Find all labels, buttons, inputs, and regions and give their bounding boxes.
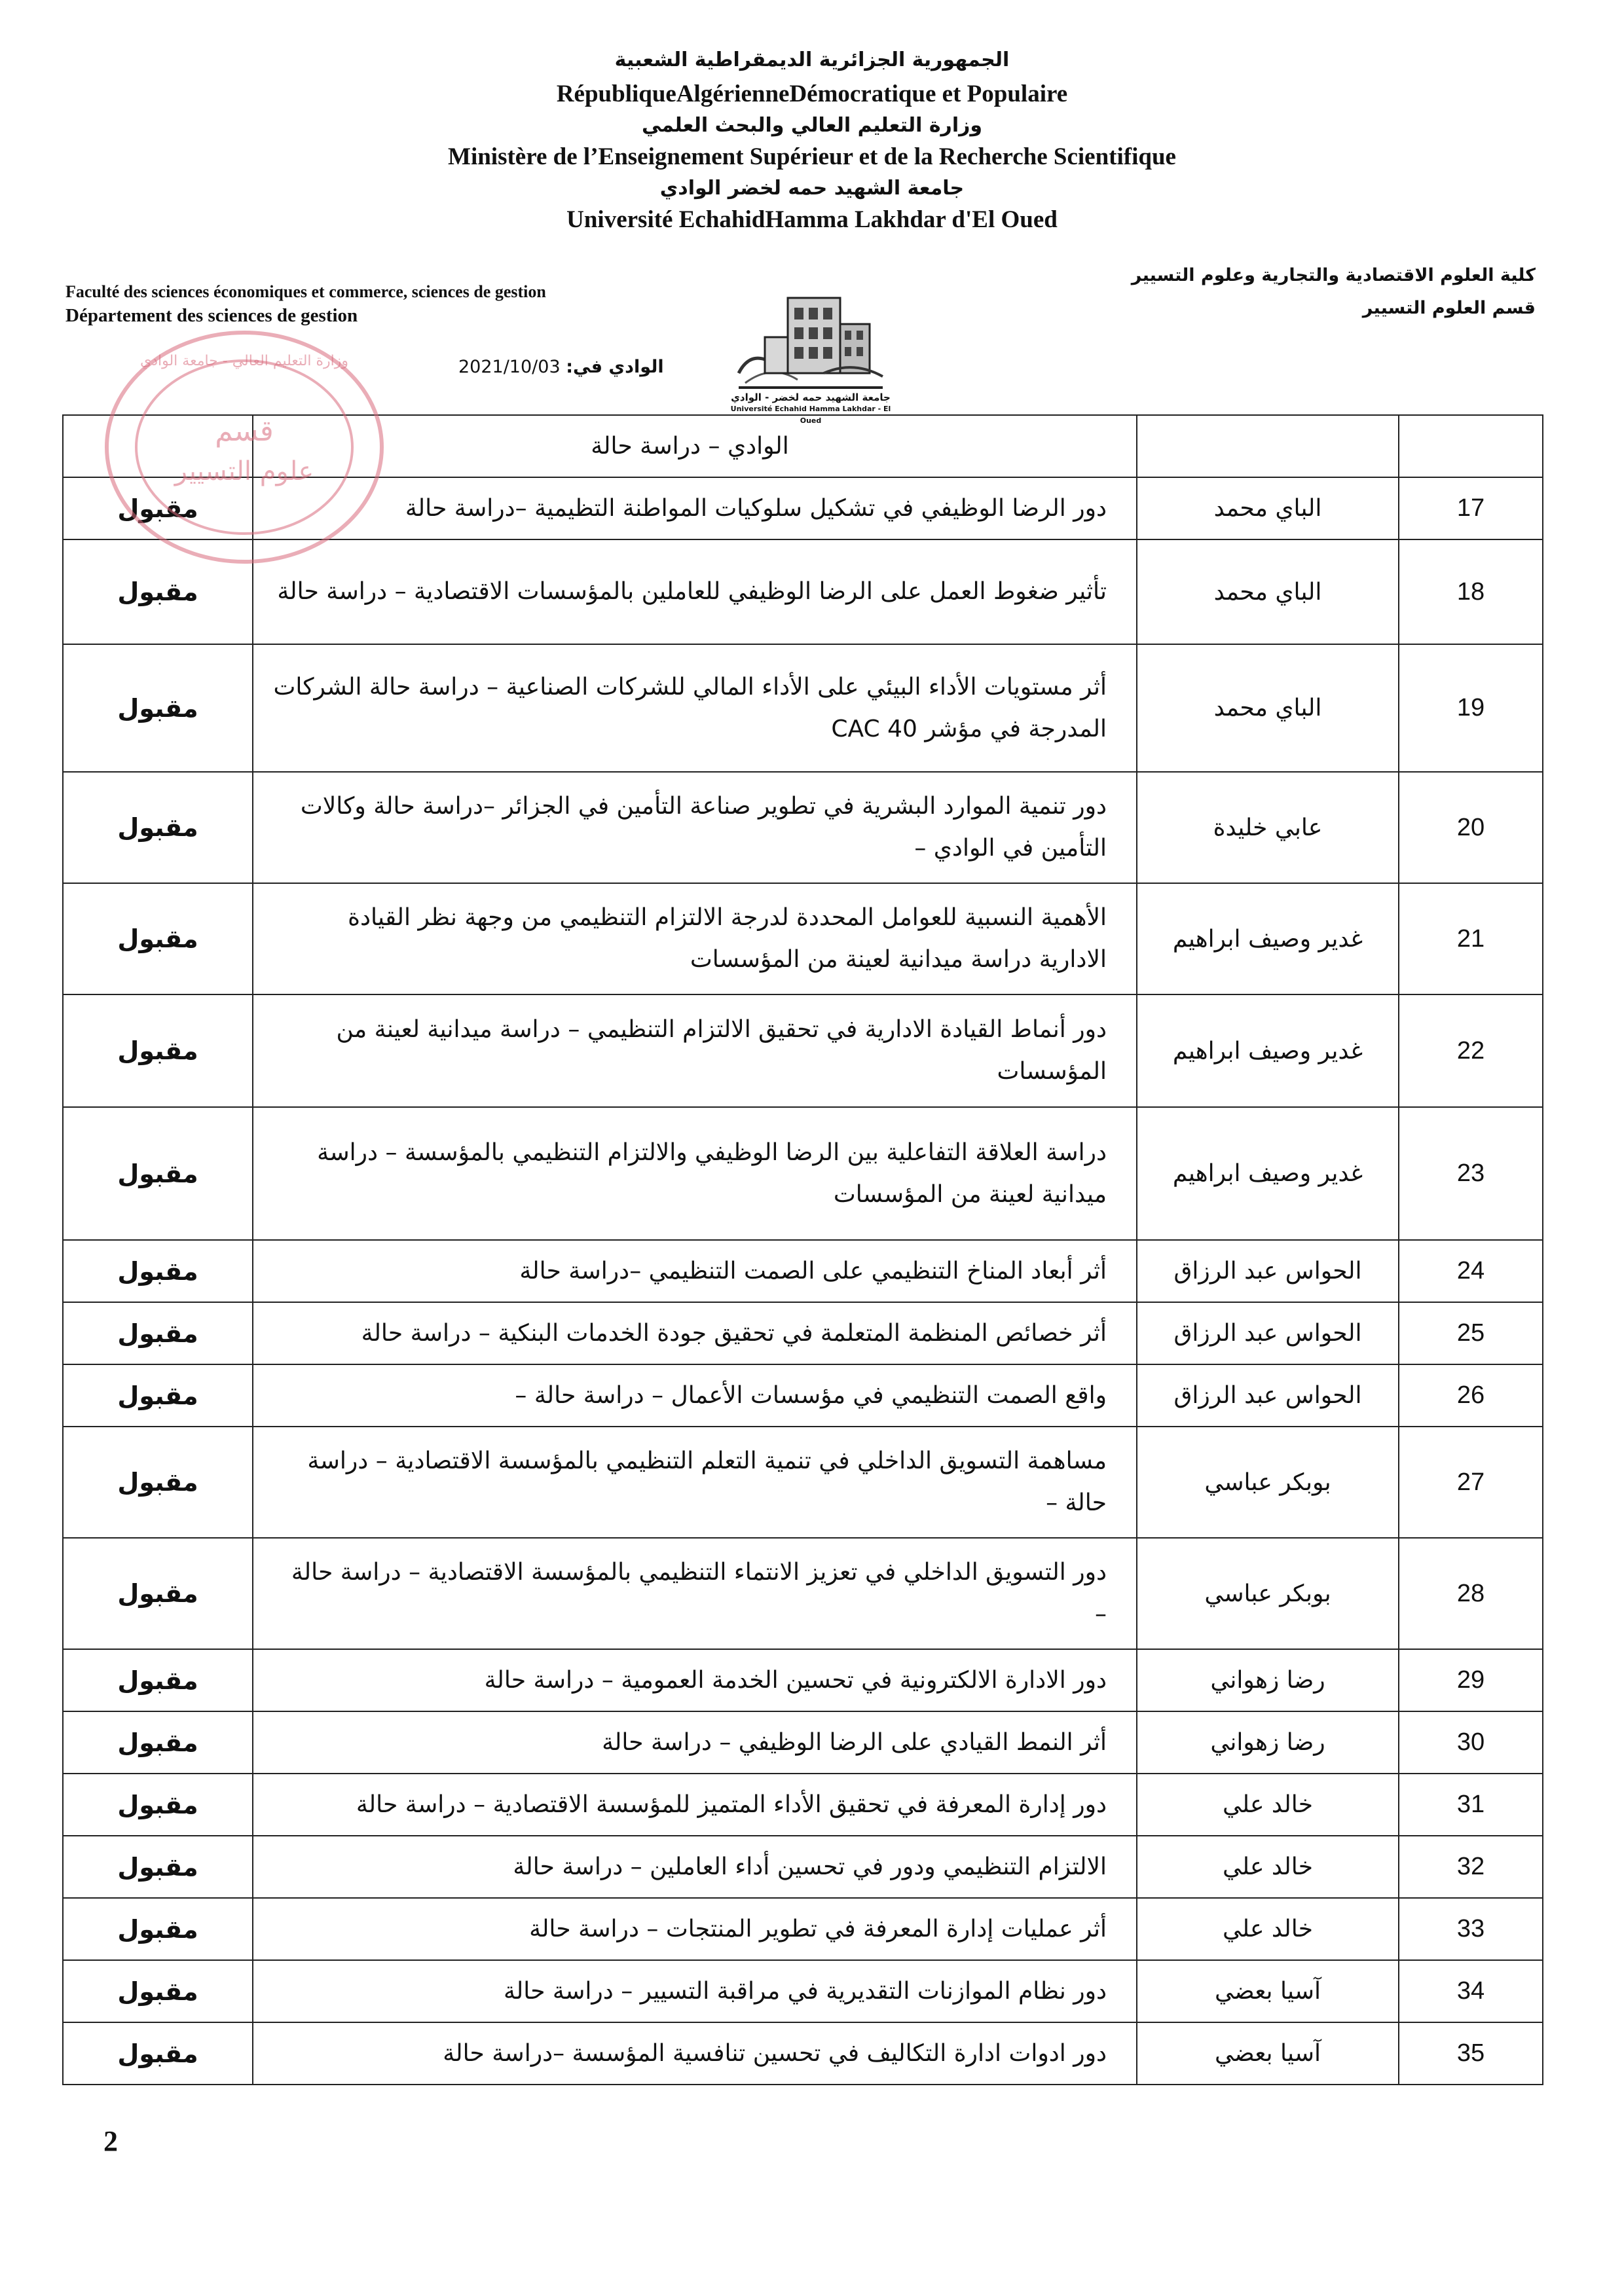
table-row: [63, 1711, 1543, 1774]
name-cell: غدير وصيف ابراهيم: [1137, 1107, 1399, 1240]
table-row: [63, 1960, 1543, 2022]
status-cell: مقبول: [63, 1427, 253, 1538]
table-row: [63, 994, 1543, 1107]
faculty-name-fr: Faculté des sciences économiques et commerce, sciences de gestion: [65, 282, 546, 301]
status-cell: مقبول: [63, 994, 253, 1107]
stamp-line-1: قسم: [215, 414, 274, 448]
title-cell: واقع الصمت التنظيمي في مؤسسات الأعمال – دراسة حالة –: [253, 1364, 1137, 1427]
title-cell: دور تنمية الموارد البشرية في تطوير صناعة التأمين في الجزائر –دراسة حالة وكالات التأمين في الوادي –: [253, 772, 1137, 883]
table-row: [63, 1774, 1543, 1836]
republic-title-fr: RépubliqueAlgérienneDémocratique et Populaire: [556, 81, 1068, 107]
name-cell: رضا زهواني: [1137, 1649, 1399, 1711]
title-cell: دور نظام الموازنات التقديرية في مراقبة التسيير – دراسة حالة: [253, 1960, 1137, 2022]
table-row: [63, 1427, 1543, 1538]
number-cell: 21: [1399, 883, 1543, 994]
date-label: الوادي في:: [566, 357, 664, 377]
name-cell: الحواس عبد الرزاق: [1137, 1240, 1399, 1302]
logo-caption-ar: جامعة الشهيد حمه لخضر - الوادي: [731, 392, 891, 403]
table-row: [63, 644, 1543, 772]
title-cell: تأثير ضغوط العمل على الرضا الوظيفي للعاملين بالمؤسسات الاقتصادية – دراسة حالة: [253, 539, 1137, 644]
number-cell: 24: [1399, 1240, 1543, 1302]
name-cell: الباي محمد: [1137, 644, 1399, 772]
department-stamp: [97, 319, 405, 575]
projects-table-body: [63, 415, 1543, 2085]
name-cell: غدير وصيف ابراهيم: [1137, 994, 1399, 1107]
logo-caption-fr: Université Echahid Hamma Lakhdar - El Oued: [730, 405, 891, 425]
status-cell: مقبول: [63, 477, 253, 539]
number-cell: 25: [1399, 1302, 1543, 1364]
ministry-title-ar: وزارة التعليم العالي والبحث العلمي: [641, 114, 983, 137]
number-cell: 29: [1399, 1649, 1543, 1711]
title-cell: الالتزام التنظيمي ودور في تحسين أداء العاملين – دراسة حالة: [253, 1836, 1137, 1898]
projects-table: [62, 414, 1543, 2085]
name-cell: آسيا بعضي: [1137, 1960, 1399, 2022]
table-row: [63, 1649, 1543, 1711]
status-cell: مقبول: [63, 1302, 253, 1364]
status-cell: مقبول: [63, 1649, 253, 1711]
table-row: [63, 772, 1543, 883]
table-row: [63, 1538, 1543, 1649]
number-cell: 20: [1399, 772, 1543, 883]
ministry-title-fr: Ministère de l’Enseignement Supérieur et de la Recherche Scientifique: [448, 143, 1176, 170]
table-row: [63, 2022, 1543, 2085]
number-cell: 35: [1399, 2022, 1543, 2085]
title-cell: دور ادوات ادارة التكاليف في تحسين تنافسية المؤسسة –دراسة حالة: [253, 2022, 1137, 2085]
table-row: [63, 1364, 1543, 1427]
stamp-line-2: علوم التسيير: [174, 456, 314, 486]
table-row: [63, 1302, 1543, 1364]
name-cell: خالد علي: [1137, 1836, 1399, 1898]
name-cell: الباي محمد: [1137, 539, 1399, 644]
status-cell: مقبول: [63, 1836, 253, 1898]
name-cell: خالد علي: [1137, 1774, 1399, 1836]
number-cell: 30: [1399, 1711, 1543, 1774]
title-cell: دور الادارة الالكترونية في تحسين الخدمة العمومية – دراسة حالة: [253, 1649, 1137, 1711]
stamp-text-top: وزارة التعليم العالي - جامعة الوادي: [139, 353, 349, 369]
status-cell: مقبول: [63, 1364, 253, 1427]
title-cell: أثر النمط القيادي على الرضا الوظيفي – دراسة حالة: [253, 1711, 1137, 1774]
department-name-fr: Département des sciences de gestion: [65, 305, 358, 326]
faculty-name-ar: كلية العلوم الاقتصادية والتجارية وعلوم التسيير: [1131, 265, 1536, 285]
university-title-ar: جامعة الشهيد حمه لخضر الوادي: [659, 177, 965, 200]
title-cell: أثر أبعاد المناخ التنظيمي على الصمت التنظيمي –دراسة حالة: [253, 1240, 1137, 1302]
number-cell: [1399, 415, 1543, 477]
status-cell: مقبول: [63, 1960, 253, 2022]
name-cell: بوبكر عباسي: [1137, 1427, 1399, 1538]
status-cell: مقبول: [63, 772, 253, 883]
number-cell: 26: [1399, 1364, 1543, 1427]
table-row: [63, 1836, 1543, 1898]
title-cell: الوادي – دراسة حالة: [253, 415, 1137, 477]
number-cell: 27: [1399, 1427, 1543, 1538]
name-cell: الحواس عبد الرزاق: [1137, 1364, 1399, 1427]
name-cell: [1137, 415, 1399, 477]
name-cell: غدير وصيف ابراهيم: [1137, 883, 1399, 994]
table-row: [63, 1898, 1543, 1960]
title-cell: أثر مستويات الأداء البيئي على الأداء المالي للشركات الصناعية – دراسة حالة الشركات المدرجة في مؤشر CAC 40: [253, 644, 1137, 772]
name-cell: عابي خليدة: [1137, 772, 1399, 883]
table-row: [63, 1240, 1543, 1302]
number-cell: 32: [1399, 1836, 1543, 1898]
page-number: 2: [103, 2125, 118, 2157]
number-cell: 31: [1399, 1774, 1543, 1836]
number-cell: 33: [1399, 1898, 1543, 1960]
date-value: 2021/10/03: [458, 357, 561, 377]
status-cell: مقبول: [63, 539, 253, 644]
title-cell: دور التسويق الداخلي في تعزيز الانتماء التنظيمي بالمؤسسة الاقتصادية – دراسة حالة –: [253, 1538, 1137, 1649]
name-cell: الحواس عبد الرزاق: [1137, 1302, 1399, 1364]
status-cell: مقبول: [63, 1898, 253, 1960]
number-cell: 18: [1399, 539, 1543, 644]
title-cell: دور الرضا الوظيفي في تشكيل سلوكيات المواطنة التظيمية –دراسة حالة: [253, 477, 1137, 539]
number-cell: 22: [1399, 994, 1543, 1107]
status-cell: مقبول: [63, 1538, 253, 1649]
number-cell: 19: [1399, 644, 1543, 772]
department-name-ar: قسم العلوم التسيير: [1362, 298, 1536, 318]
title-cell: دور أنماط القيادة الادارية في تحقيق الالتزام التنظيمي – دراسة ميدانية لعينة من المؤسسات: [253, 994, 1137, 1107]
status-cell: مقبول: [63, 2022, 253, 2085]
status-cell: مقبول: [63, 1774, 253, 1836]
status-cell: مقبول: [63, 1711, 253, 1774]
name-cell: رضا زهواني: [1137, 1711, 1399, 1774]
faculty-block-ar: [1132, 259, 1536, 325]
number-cell: 34: [1399, 1960, 1543, 2022]
status-cell: مقبول: [63, 883, 253, 994]
title-cell: أثر خصائص المنظمة المتعلمة في تحقيق جودة الخدمات البنكية – دراسة حالة: [253, 1302, 1137, 1364]
university-title-fr: Université EchahidHamma Lakhdar d'El Oued: [566, 206, 1058, 233]
status-cell: مقبول: [63, 1107, 253, 1240]
table-row: [63, 1107, 1543, 1240]
title-cell: دراسة العلاقة التفاعلية بين الرضا الوظيفي والالتزام التنظيمي بالمؤسسة – دراسة ميدانية لعينة من المؤسسات: [253, 1107, 1137, 1240]
title-cell: دور إدارة المعرفة في تحقيق الأداء المتميز للمؤسسة الاقتصادية – دراسة حالة: [253, 1774, 1137, 1836]
status-cell: مقبول: [63, 1240, 253, 1302]
document-date: [458, 357, 664, 377]
name-cell: الباي محمد: [1137, 477, 1399, 539]
name-cell: بوبكر عباسي: [1137, 1538, 1399, 1649]
number-cell: 23: [1399, 1107, 1543, 1240]
name-cell: خالد علي: [1137, 1898, 1399, 1960]
title-cell: الأهمية النسبية للعوامل المحددة لدرجة الالتزام التنظيمي من وجهة نظر القيادة الادارية دراسة ميدانية لعينة من المؤسسات: [253, 883, 1137, 994]
title-cell: أثر عمليات إدارة المعرفة في تطوير المنتجات – دراسة حالة: [253, 1898, 1137, 1960]
name-cell: آسيا بعضي: [1137, 2022, 1399, 2085]
status-cell: مقبول: [63, 644, 253, 772]
number-cell: 17: [1399, 477, 1543, 539]
number-cell: 28: [1399, 1538, 1543, 1649]
table-row: [63, 883, 1543, 994]
republic-title-ar: الجمهورية الجزائرية الديمقراطية الشعبية: [614, 48, 1010, 71]
title-cell: مساهمة التسويق الداخلي في تنمية التعلم التنظيمي بالمؤسسة الاقتصادية – دراسة حالة –: [253, 1427, 1137, 1538]
